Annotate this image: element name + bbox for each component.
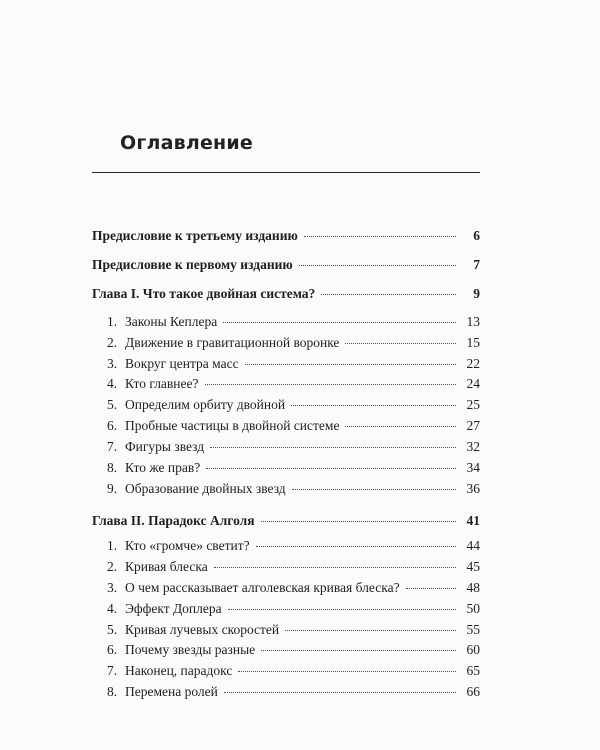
toc-section[interactable] bbox=[92, 395, 480, 415]
toc-section[interactable] bbox=[92, 640, 480, 660]
section-page: 44 bbox=[466, 538, 480, 553]
section-page: 34 bbox=[466, 460, 480, 475]
chapter-page: 9 bbox=[473, 286, 480, 301]
section-title: Эффект Доплера bbox=[125, 601, 222, 616]
section-title: Кто «громче» светит? bbox=[125, 538, 250, 553]
section-title: Определим орбиту двойной bbox=[125, 397, 286, 412]
dot-leader bbox=[206, 467, 456, 469]
section-page: 22 bbox=[466, 356, 480, 371]
toc-section[interactable] bbox=[92, 458, 480, 478]
section-page: 55 bbox=[466, 622, 480, 637]
heading-divider bbox=[92, 172, 480, 173]
section-page: 13 bbox=[466, 314, 480, 329]
section-title: Почему звезды разные bbox=[125, 642, 256, 657]
dot-leader bbox=[214, 566, 456, 568]
section-number: 1. bbox=[107, 314, 118, 329]
dot-leader bbox=[321, 293, 456, 295]
section-page: 65 bbox=[466, 663, 480, 678]
dot-leader bbox=[245, 363, 456, 365]
section-number: 6. bbox=[107, 642, 118, 657]
toc-entry-preface-first[interactable] bbox=[92, 255, 480, 275]
toc-section[interactable] bbox=[92, 354, 480, 374]
toc-section[interactable] bbox=[92, 599, 480, 619]
section-page: 36 bbox=[466, 481, 480, 496]
toc-entry-chapter-1[interactable] bbox=[92, 284, 480, 304]
section-number: 2. bbox=[107, 335, 118, 350]
section-number: 5. bbox=[107, 622, 118, 637]
entry-title: Предисловие к третьему изданию bbox=[92, 228, 298, 243]
section-title: Кто же прав? bbox=[125, 460, 201, 475]
section-number: 1. bbox=[107, 538, 118, 553]
toc-section[interactable] bbox=[92, 578, 480, 598]
toc-entry-preface-third[interactable] bbox=[92, 226, 480, 246]
toc-section[interactable] bbox=[92, 312, 480, 332]
toc-section[interactable] bbox=[92, 557, 480, 577]
section-page: 24 bbox=[466, 376, 480, 391]
section-title: Кто главнее? bbox=[125, 376, 199, 391]
section-page: 25 bbox=[466, 397, 480, 412]
chapter-title: Глава II. Парадокс Алголя bbox=[92, 513, 255, 528]
section-title: Пробные частицы в двойной системе bbox=[125, 418, 340, 433]
dot-leader bbox=[205, 383, 457, 385]
dot-leader bbox=[256, 545, 456, 547]
dot-leader bbox=[223, 321, 456, 323]
section-page: 27 bbox=[466, 418, 480, 433]
dot-leader bbox=[292, 488, 456, 490]
section-title: Образование двойных звезд bbox=[125, 481, 286, 496]
section-number: 4. bbox=[107, 376, 118, 391]
section-page: 45 bbox=[466, 559, 480, 574]
toc-section[interactable] bbox=[92, 682, 480, 702]
section-number: 8. bbox=[107, 684, 118, 699]
dot-leader bbox=[291, 404, 456, 406]
section-title: Фигуры звезд bbox=[125, 439, 205, 454]
toc-heading: Оглавление bbox=[120, 132, 253, 154]
section-title: О чем рассказывает алголевская кривая блеска? bbox=[125, 580, 400, 595]
section-page: 50 bbox=[466, 601, 480, 616]
dot-leader bbox=[345, 425, 456, 427]
section-number: 7. bbox=[107, 663, 118, 678]
section-title: Движение в гравитационной воронке bbox=[125, 335, 340, 350]
section-number: 3. bbox=[107, 580, 118, 595]
dot-leader bbox=[261, 649, 456, 651]
section-number: 4. bbox=[107, 601, 118, 616]
section-page: 15 bbox=[466, 335, 480, 350]
toc-section[interactable] bbox=[92, 661, 480, 681]
chapter-page: 41 bbox=[466, 513, 480, 528]
dot-leader bbox=[406, 587, 456, 589]
toc-section[interactable] bbox=[92, 479, 480, 499]
dot-leader bbox=[228, 608, 456, 610]
toc-section[interactable] bbox=[92, 333, 480, 353]
dot-leader bbox=[238, 670, 456, 672]
section-number: 2. bbox=[107, 559, 118, 574]
toc-section[interactable] bbox=[92, 416, 480, 436]
toc-entry-chapter-2[interactable] bbox=[92, 511, 480, 531]
section-number: 7. bbox=[107, 439, 118, 454]
section-title: Перемена ролей bbox=[125, 684, 218, 699]
section-title: Наконец, парадокс bbox=[125, 663, 233, 678]
section-number: 8. bbox=[107, 460, 118, 475]
section-page: 60 bbox=[466, 642, 480, 657]
dot-leader bbox=[304, 235, 456, 237]
section-number: 3. bbox=[107, 356, 118, 371]
dot-leader bbox=[224, 691, 456, 693]
section-title: Законы Кеплера bbox=[125, 314, 218, 329]
dot-leader bbox=[210, 446, 456, 448]
section-page: 66 bbox=[466, 684, 480, 699]
entry-page: 7 bbox=[473, 257, 480, 272]
section-number: 6. bbox=[107, 418, 118, 433]
chapter-title: Глава I. Что такое двойная система? bbox=[92, 286, 316, 301]
section-number: 9. bbox=[107, 481, 118, 496]
dot-leader bbox=[261, 520, 456, 522]
dot-leader bbox=[345, 342, 456, 344]
entry-page: 6 bbox=[473, 228, 480, 243]
toc-section[interactable] bbox=[92, 536, 480, 556]
dot-leader bbox=[285, 629, 456, 631]
dot-leader bbox=[299, 264, 456, 266]
toc-section[interactable] bbox=[92, 620, 480, 640]
toc-section[interactable] bbox=[92, 374, 480, 394]
section-page: 32 bbox=[466, 439, 480, 454]
section-number: 5. bbox=[107, 397, 118, 412]
section-title: Кривая лучевых скоростей bbox=[125, 622, 280, 637]
toc-section[interactable] bbox=[92, 437, 480, 457]
entry-title: Предисловие к первому изданию bbox=[92, 257, 293, 272]
section-title: Вокруг центра масс bbox=[125, 356, 239, 371]
section-page: 48 bbox=[466, 580, 480, 595]
section-title: Кривая блеска bbox=[125, 559, 208, 574]
